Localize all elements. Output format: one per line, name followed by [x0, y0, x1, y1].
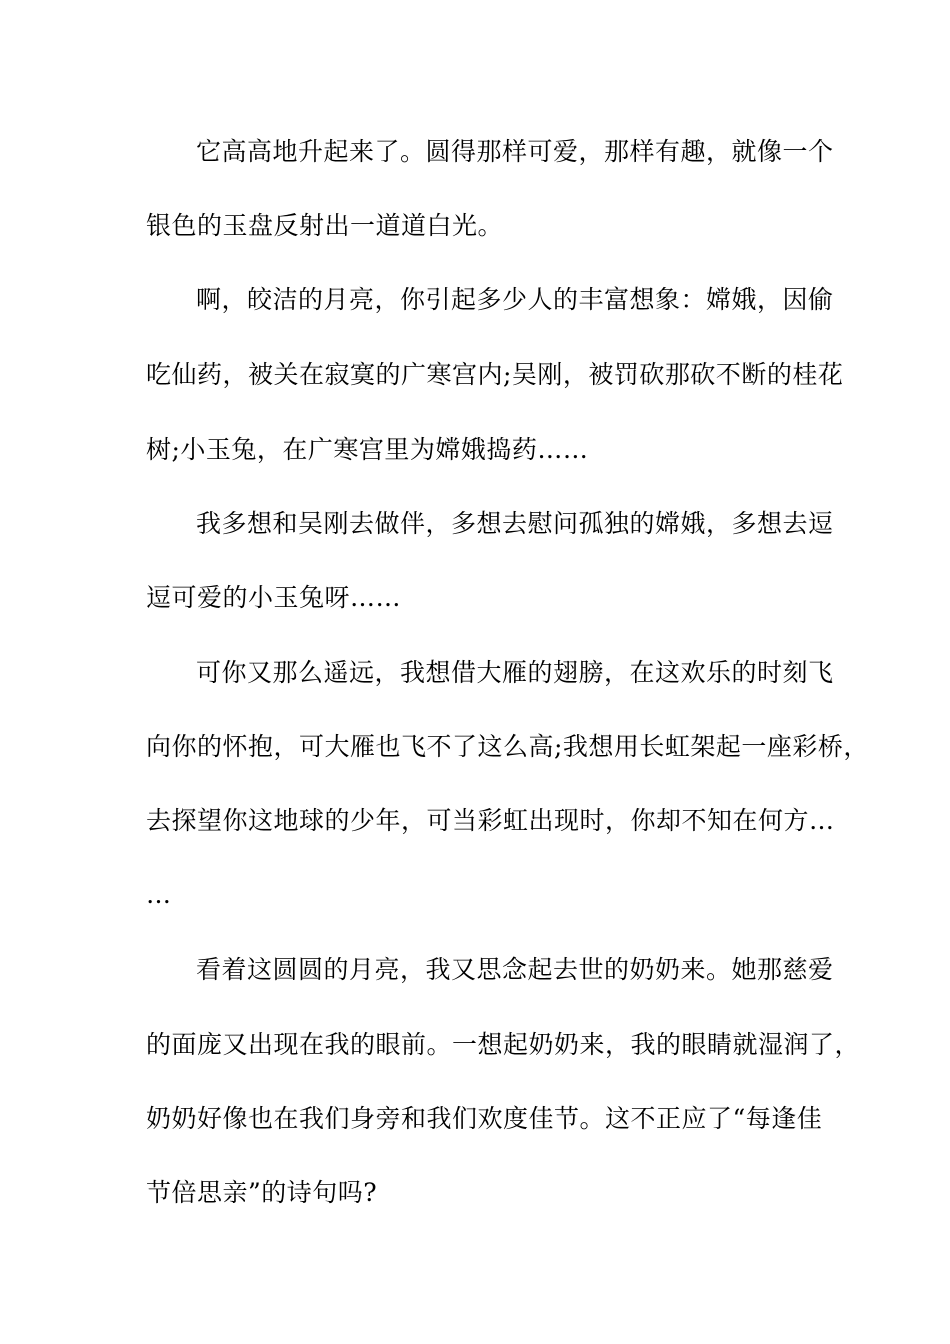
paragraph-line: 可你又那么遥远，我想借大雁的翅膀，在这欢乐的时刻飞 [196, 658, 834, 687]
paragraph-line: 看着这圆圆的月亮，我又思念起去世的奶奶来。她那慈爱 [196, 955, 834, 984]
paragraph-line: 奶奶好像也在我们身旁和我们欢度佳节。这不正应了“每逢佳 [146, 1104, 823, 1133]
paragraph-line: 树;小玉兔，在广寒宫里为嫦娥捣药…… [146, 435, 589, 464]
paragraph-line: 去探望你这地球的少年，可当彩虹出现时，你却不知在何方… [146, 806, 835, 835]
paragraph-line: 吃仙药，被关在寂寞的广寒宫内;吴刚，被罚砍那砍不断的桂花 [146, 360, 844, 389]
paragraph-line: 它高高地升起来了。圆得那样可爱，那样有趣，就像一个 [196, 137, 834, 166]
paragraph-line: 啊，皎洁的月亮，你引起多少人的丰富想象：嫦娥，因偷 [196, 285, 834, 314]
paragraph-line: 银色的玉盘反射出一道道白光。 [146, 211, 504, 240]
paragraph-line: 的面庞又出现在我的眼前。一想起奶奶来，我的眼睛就湿润了， [146, 1030, 861, 1059]
paragraph-line: 逗可爱的小玉兔呀…… [146, 583, 402, 612]
paragraph-line: 向你的怀抱，可大雁也飞不了这么高;我想用长虹架起一座彩桥， [146, 732, 869, 761]
paragraph-line: 我多想和吴刚去做伴，多想去慰问孤独的嫦娥，多想去逗 [196, 509, 834, 538]
paragraph-line: 节倍思亲”的诗句吗? [146, 1178, 378, 1207]
paragraph-line: … [146, 880, 172, 909]
